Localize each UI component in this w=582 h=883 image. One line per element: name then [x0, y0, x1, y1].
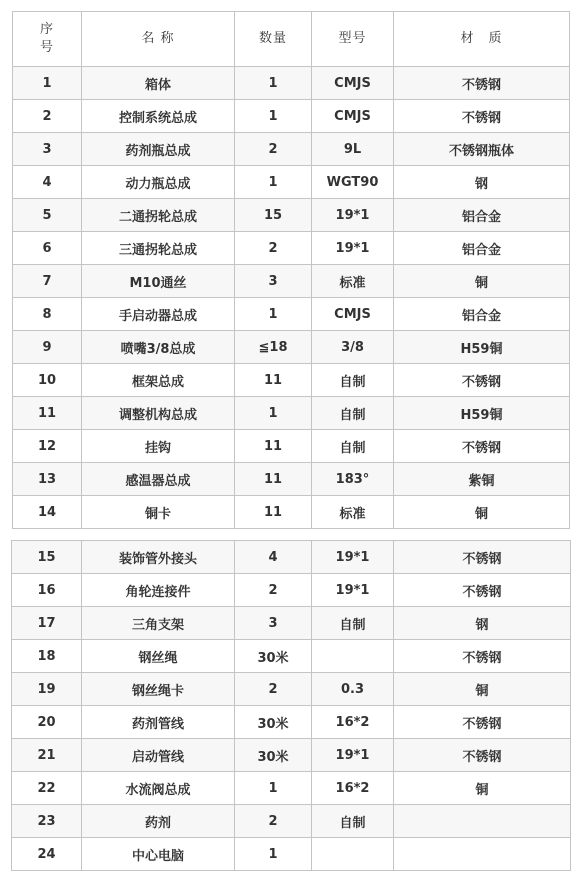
table-row	[13, 265, 570, 298]
cell-seq: 12	[13, 430, 82, 463]
header-row	[13, 12, 570, 67]
cell-qty: 1	[235, 166, 312, 199]
cell-seq: 7	[13, 265, 82, 298]
cell-name: 控制系统总成	[82, 100, 235, 133]
table-row	[13, 496, 570, 529]
header-seq	[13, 12, 82, 67]
cell-qty: 3	[235, 607, 312, 640]
cell-name: 钢丝绳	[82, 640, 235, 673]
cell-model: 标准	[312, 265, 394, 298]
cell-seq: 3	[13, 133, 82, 166]
cell-qty: ≦18	[235, 331, 312, 364]
cell-material: 不锈钢	[394, 739, 571, 772]
cell-qty: 11	[235, 463, 312, 496]
cell-material: 铝合金	[394, 232, 570, 265]
cell-model: 自制	[312, 805, 394, 838]
header-seq-label: 序号	[40, 22, 55, 55]
cell-name: M10通丝	[82, 265, 235, 298]
cell-qty: 4	[235, 541, 312, 574]
cell-model: 标准	[312, 496, 394, 529]
cell-name: 药剂瓶总成	[82, 133, 235, 166]
cell-model: 183°	[312, 463, 394, 496]
table-row	[13, 364, 570, 397]
cell-name: 三通拐轮总成	[82, 232, 235, 265]
cell-name: 药剂	[82, 805, 235, 838]
table-row	[12, 838, 571, 871]
cell-qty: 1	[235, 67, 312, 100]
cell-name: 角轮连接件	[82, 574, 235, 607]
parts-table-1	[12, 11, 570, 529]
cell-material: 钢	[394, 607, 571, 640]
cell-model: 9L	[312, 133, 394, 166]
table-row	[12, 772, 571, 805]
table-row	[13, 430, 570, 463]
cell-qty: 2	[235, 673, 312, 706]
cell-qty: 3	[235, 265, 312, 298]
cell-material: 铜	[394, 673, 571, 706]
cell-material: 不锈钢	[394, 574, 571, 607]
cell-name: 动力瓶总成	[82, 166, 235, 199]
cell-name: 铜卡	[82, 496, 235, 529]
cell-material: 铜	[394, 496, 570, 529]
cell-qty: 30米	[235, 640, 312, 673]
cell-name: 三角支架	[82, 607, 235, 640]
cell-qty: 1	[235, 397, 312, 430]
cell-model	[312, 640, 394, 673]
table-row	[13, 67, 570, 100]
cell-model: 自制	[312, 364, 394, 397]
cell-material: 不锈钢	[394, 364, 570, 397]
cell-material	[394, 838, 571, 871]
cell-qty: 11	[235, 364, 312, 397]
cell-name: 感温器总成	[82, 463, 235, 496]
cell-qty: 1	[235, 772, 312, 805]
table-row	[12, 574, 571, 607]
cell-name: 调整机构总成	[82, 397, 235, 430]
table-row	[12, 541, 571, 574]
cell-model: WGT90	[312, 166, 394, 199]
cell-qty: 11	[235, 430, 312, 463]
cell-qty: 2	[235, 574, 312, 607]
cell-model: 19*1	[312, 739, 394, 772]
header-name: 名 称	[82, 12, 235, 67]
cell-name: 挂钩	[82, 430, 235, 463]
cell-model: 16*2	[312, 772, 394, 805]
cell-model: 19*1	[312, 541, 394, 574]
cell-name: 二通拐轮总成	[82, 199, 235, 232]
cell-material: 不锈钢	[394, 430, 570, 463]
cell-qty: 30米	[235, 739, 312, 772]
cell-seq: 19	[12, 673, 82, 706]
parts-table-2-body	[12, 541, 571, 871]
cell-qty: 1	[235, 838, 312, 871]
cell-name: 框架总成	[82, 364, 235, 397]
table-row	[12, 640, 571, 673]
cell-name: 水流阀总成	[82, 772, 235, 805]
table-row	[12, 739, 571, 772]
cell-name: 喷嘴3/8总成	[82, 331, 235, 364]
cell-seq: 10	[13, 364, 82, 397]
header-qty: 数量	[235, 12, 312, 67]
cell-seq: 17	[12, 607, 82, 640]
cell-material: H59铜	[394, 331, 570, 364]
table-row	[13, 331, 570, 364]
cell-material: H59铜	[394, 397, 570, 430]
cell-model	[312, 838, 394, 871]
table-row	[13, 298, 570, 331]
cell-model: CMJS	[312, 298, 394, 331]
cell-material	[394, 805, 571, 838]
cell-seq: 16	[12, 574, 82, 607]
cell-seq: 1	[13, 67, 82, 100]
cell-seq: 8	[13, 298, 82, 331]
cell-model: 19*1	[312, 232, 394, 265]
cell-qty: 11	[235, 496, 312, 529]
cell-seq: 5	[13, 199, 82, 232]
cell-material: 不锈钢	[394, 67, 570, 100]
cell-material: 不锈钢瓶体	[394, 133, 570, 166]
cell-model: 19*1	[312, 574, 394, 607]
cell-material: 铝合金	[394, 199, 570, 232]
cell-material: 不锈钢	[394, 100, 570, 133]
table-row	[13, 463, 570, 496]
cell-seq: 21	[12, 739, 82, 772]
parts-table-1-body	[13, 12, 570, 529]
cell-model: 19*1	[312, 199, 394, 232]
cell-name: 中心电脑	[82, 838, 235, 871]
cell-material: 不锈钢	[394, 640, 571, 673]
cell-model: 自制	[312, 607, 394, 640]
cell-material: 铜	[394, 772, 571, 805]
cell-model: CMJS	[312, 100, 394, 133]
cell-name: 启动管线	[82, 739, 235, 772]
cell-material: 不锈钢	[394, 541, 571, 574]
cell-qty: 2	[235, 232, 312, 265]
cell-seq: 20	[12, 706, 82, 739]
cell-seq: 11	[13, 397, 82, 430]
cell-model: CMJS	[312, 67, 394, 100]
cell-seq: 23	[12, 805, 82, 838]
cell-model: 0.3	[312, 673, 394, 706]
cell-name: 药剂管线	[82, 706, 235, 739]
cell-seq: 2	[13, 100, 82, 133]
header-material: 材 质	[394, 12, 570, 67]
table-row	[13, 397, 570, 430]
cell-model: 自制	[312, 430, 394, 463]
cell-model: 自制	[312, 397, 394, 430]
cell-material: 铝合金	[394, 298, 570, 331]
cell-material: 钢	[394, 166, 570, 199]
cell-name: 手启动器总成	[82, 298, 235, 331]
parts-table-2	[11, 540, 571, 871]
cell-seq: 13	[13, 463, 82, 496]
cell-seq: 24	[12, 838, 82, 871]
cell-qty: 1	[235, 100, 312, 133]
cell-seq: 14	[13, 496, 82, 529]
table-row	[12, 607, 571, 640]
table-row	[13, 133, 570, 166]
cell-seq: 15	[12, 541, 82, 574]
table-row	[12, 706, 571, 739]
cell-seq: 6	[13, 232, 82, 265]
table-row	[13, 199, 570, 232]
table-row	[12, 673, 571, 706]
table-row	[13, 166, 570, 199]
table-row	[13, 232, 570, 265]
cell-material: 紫铜	[394, 463, 570, 496]
cell-seq: 9	[13, 331, 82, 364]
cell-qty: 30米	[235, 706, 312, 739]
table-row	[12, 805, 571, 838]
cell-seq: 18	[12, 640, 82, 673]
cell-qty: 15	[235, 199, 312, 232]
header-model: 型号	[312, 12, 394, 67]
table-row	[13, 100, 570, 133]
cell-model: 16*2	[312, 706, 394, 739]
cell-name: 箱体	[82, 67, 235, 100]
cell-name: 钢丝绳卡	[82, 673, 235, 706]
cell-qty: 2	[235, 805, 312, 838]
cell-material: 铜	[394, 265, 570, 298]
cell-qty: 1	[235, 298, 312, 331]
cell-material: 不锈钢	[394, 706, 571, 739]
cell-model: 3/8	[312, 331, 394, 364]
cell-name: 装饰管外接头	[82, 541, 235, 574]
cell-seq: 22	[12, 772, 82, 805]
cell-qty: 2	[235, 133, 312, 166]
cell-seq: 4	[13, 166, 82, 199]
